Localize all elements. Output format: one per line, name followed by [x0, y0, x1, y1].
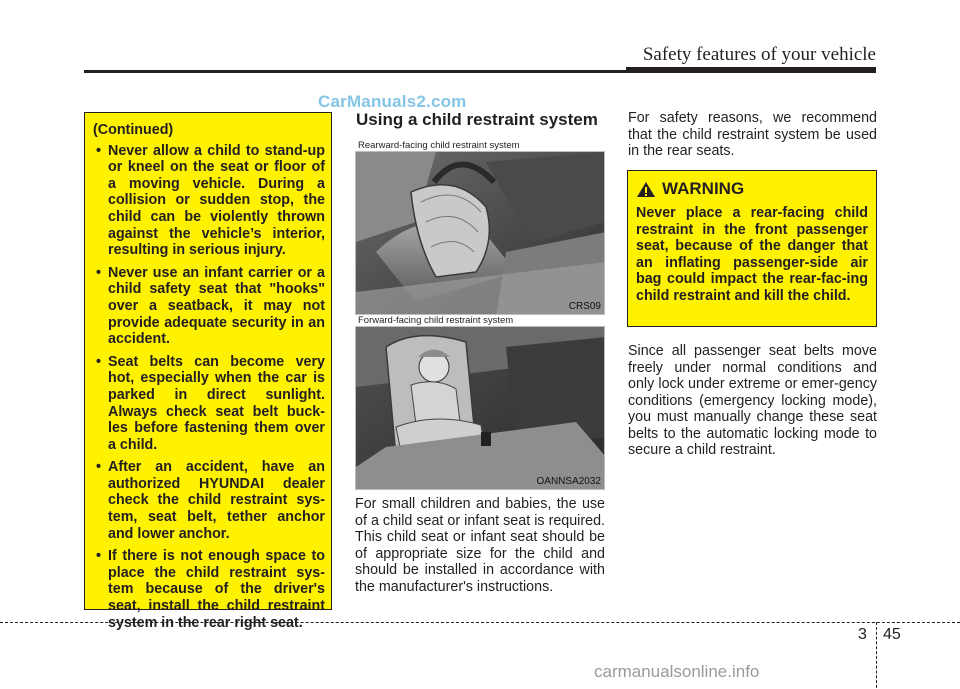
section-heading: Using a child restraint system — [356, 110, 598, 129]
footer-site-link[interactable]: carmanualsonline.info — [594, 662, 760, 681]
rearward-seat-figure — [355, 151, 605, 315]
figure-code-rearward: CRS09 — [568, 301, 601, 312]
warning-text: Never place a rear-facing child restraint in the front passenger seat, because of the danger that an inflating passenger-side air bag could impact the rear-fac-ing child restraint and kill the child. — [636, 205, 868, 304]
figure-label-forward: Forward-facing child restraint system — [358, 315, 514, 326]
page-header-title: Safety features of your vehicle — [642, 44, 876, 65]
figure-code-forward: OANNSA2032 — [536, 476, 601, 487]
continued-title: (Continued) — [93, 122, 174, 138]
figure-label-rearward: Rearward-facing child restraint system — [358, 140, 520, 151]
rear-seat-recommendation: For safety reasons, we recommend that the child restraint system be used in the rear seats. — [628, 110, 877, 159]
continued-caution-box — [84, 112, 332, 631]
warning-box — [627, 170, 877, 327]
caution-item: • Never use an infant carrier or a child safety seat that "hooks" over a seatback, it may not provide adequate security in an accident. — [93, 265, 325, 348]
caution-item: • After an accident, have an authorized HYUNDAI dealer check the child restraint sys-tem, seat belt, tether anchor and lower anchor. — [93, 459, 325, 542]
warning-title: WARNING — [662, 179, 745, 198]
caution-item: • If there is not enough space to place the child restraint sys-tem because of the driver's seat, install the child restraint system in the rear right seat. — [93, 548, 325, 631]
page-number: 45 — [883, 626, 901, 643]
forward-seat-figure — [355, 326, 605, 490]
warning-triangle-icon — [636, 181, 656, 198]
caution-item: • Never allow a child to stand-up or kneel on the seat or floor of a moving vehicle. During a collision or sudden stop, the child can be violently thrown against the vehicle’s interior, resulting in serious injury. — [93, 143, 325, 259]
watermark-link[interactable]: CarManuals2.com — [318, 92, 467, 111]
child-seat-paragraph: For small children and babies, the use of a child seat or infant seat is required. This child seat or infant seat should be of appropriate size for the child and should be installed in accordance with the manufacturer's instructions. — [355, 496, 605, 595]
seat-belt-locking-paragraph: Since all passenger seat belts move freely under normal conditions and only lock under extreme or emer-gency conditions (emergency locking mode), you must manually change these seat belts to the automatic locking mode to secure a child restraint. — [628, 343, 877, 458]
forward-seat-illustration — [356, 327, 605, 490]
header-rule-accent — [626, 67, 876, 73]
caution-list — [93, 143, 325, 632]
rearward-seat-illustration — [356, 152, 605, 315]
footer-rule — [0, 622, 960, 623]
warning-header — [636, 179, 868, 199]
caution-item: • Seat belts can become very hot, especially when the car is parked in direct sunlight. Always check seat belt buck-les before fastening them over a child. — [93, 354, 325, 454]
chapter-number: 3 — [858, 626, 867, 643]
footer-divider — [876, 622, 877, 688]
